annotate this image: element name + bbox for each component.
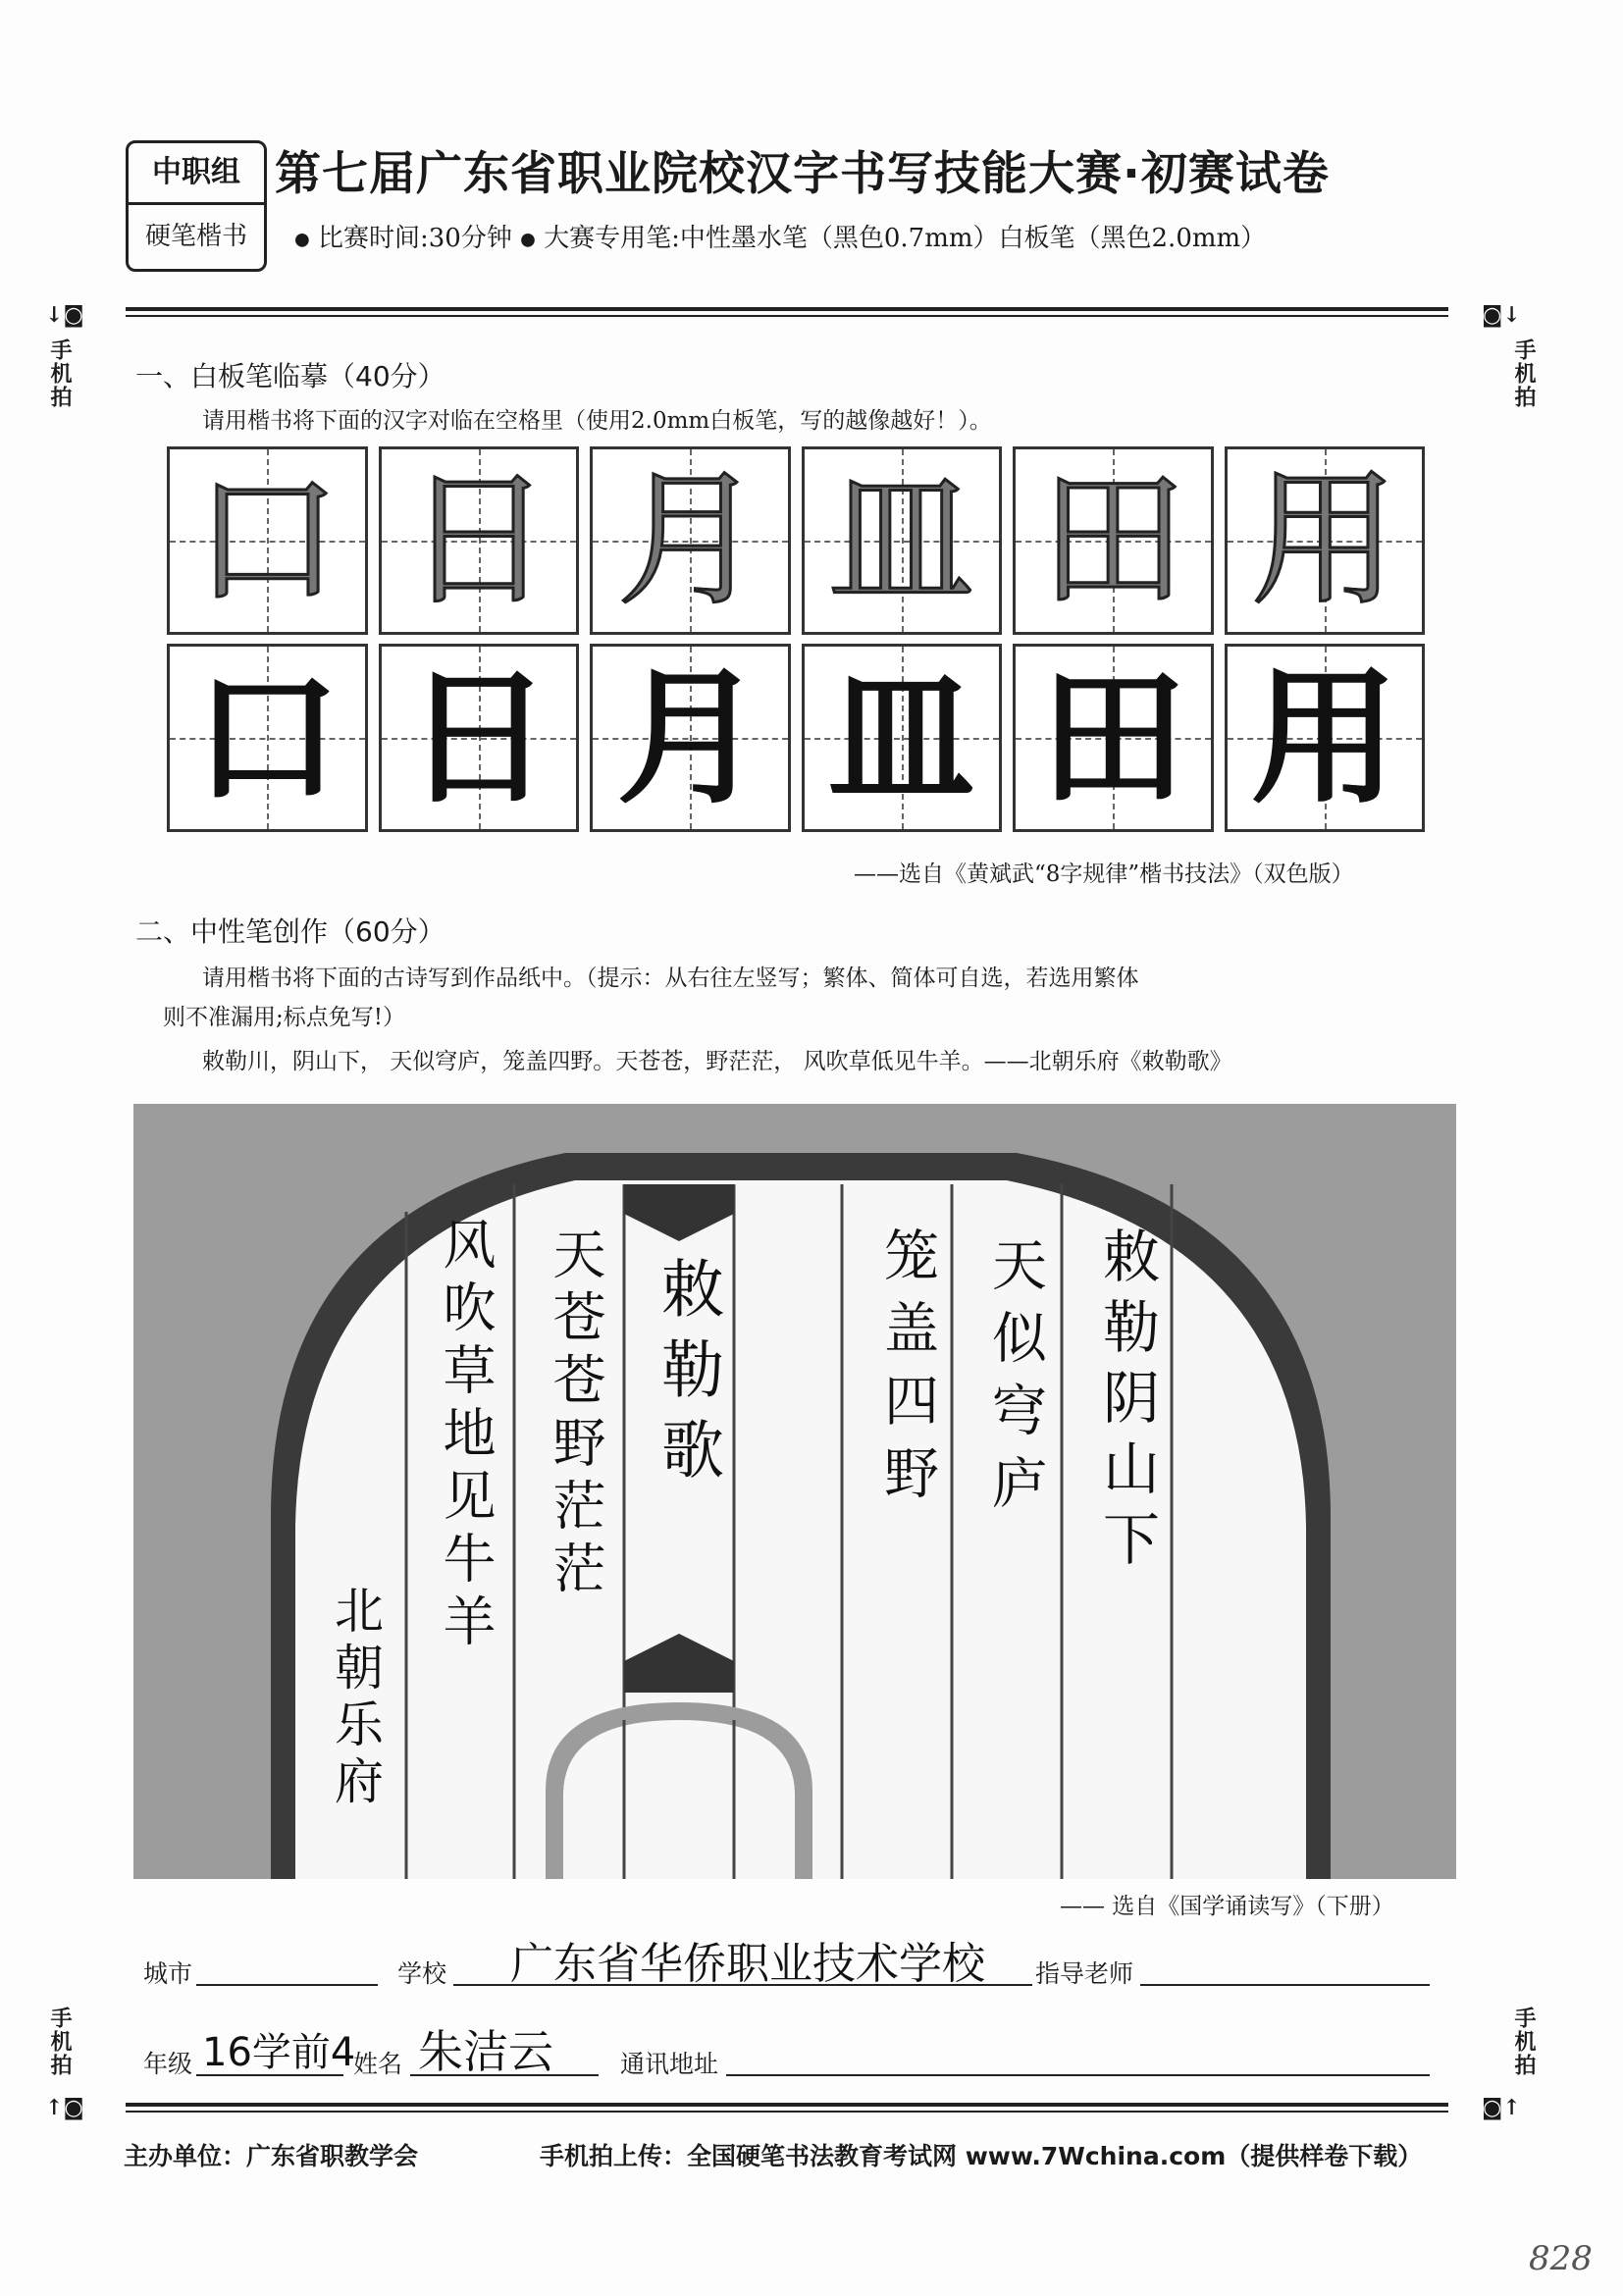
artwork-signature: 北朝乐府 <box>327 1585 384 1812</box>
grid-cell: 皿 <box>802 446 1003 635</box>
exam-pens: 大赛专用笔:中性墨水笔（黑色0.7mm）白板笔（黑色2.0mm） <box>544 224 1267 253</box>
camera-icon: ↑◙ <box>45 2095 84 2120</box>
camera-icon: ↓◙ <box>45 302 84 328</box>
exam-time: 比赛时间:30分钟 <box>317 224 512 253</box>
school-value: 广东省华侨职业技术学校 <box>510 1939 985 1989</box>
section2-heading: 二、中性笔创作（60分） <box>135 915 445 948</box>
name-label: 姓名 <box>353 2050 403 2078</box>
grid-cell: 田 <box>1013 644 1214 832</box>
teacher-field[interactable] <box>1140 1984 1430 1986</box>
grid-cell: 日 <box>379 644 580 832</box>
city-label: 城市 <box>143 1959 193 1988</box>
camera-icon: ◙↓ <box>1482 302 1521 328</box>
grid-cell: 用 <box>1225 644 1426 832</box>
exam-info <box>294 218 1266 254</box>
grid-cell: 月 <box>590 446 791 635</box>
grade-value: 16学前4 <box>202 2030 356 2075</box>
page-title: 第七届广东省职业院校汉字书写技能大赛·初赛试卷 <box>275 147 1330 201</box>
artwork-column: 天苍苍野茫茫 <box>545 1226 606 1603</box>
artwork-title: 敕勒歌 <box>651 1256 723 1497</box>
section1-instruction: 请用楷书将下面的汉字对临在空格里（使用2.0mm白板笔，写的越像越好！）。 <box>202 408 992 434</box>
poem-text: 敕勒川，阴山下， 天似穹庐，笼盖四野。天苍苍，野茫茫， 风吹草低见牛羊。——北朝乐府《敕勒歌》 <box>202 1049 1232 1074</box>
footer-organizer: 主办单位：广东省职教学会 <box>124 2142 419 2170</box>
address-label: 通讯地址 <box>620 2050 719 2078</box>
section1-source: ——选自《黄斌武“8字规律”楷书技法》（双色版） <box>854 861 1354 887</box>
footer-upload: 手机拍上传：全国硬笔书法教育考试网 www.7Wchina.com（提供样卷下载） <box>540 2142 1423 2170</box>
artwork-column: 敕勒阴山下 <box>1093 1226 1160 1580</box>
grid-cell: 田 <box>1013 446 1214 635</box>
copied-characters-row <box>167 644 1425 832</box>
name-value: 朱洁云 <box>418 2025 553 2078</box>
grid-cell: 口 <box>167 446 368 635</box>
top-divider <box>126 307 1448 317</box>
artwork-paper <box>133 1104 1456 1879</box>
grid-cell: 月 <box>590 644 791 832</box>
grid-cell: 用 <box>1225 446 1426 635</box>
side-label: 手机拍 <box>47 339 73 409</box>
model-characters-row <box>167 446 1425 635</box>
address-field[interactable] <box>726 2074 1430 2076</box>
grid-cell: 口 <box>167 644 368 832</box>
section2-instruction-cont: 则不准漏用;标点免写!） <box>163 1005 405 1030</box>
teacher-label: 指导老师 <box>1035 1959 1134 1988</box>
artwork-column: 天似穹庐 <box>983 1236 1047 1527</box>
section1-heading: 一、白板笔临摹（40分） <box>135 360 445 392</box>
badge-category: 硬笔楷书 <box>144 222 247 251</box>
school-label: 学校 <box>397 1959 447 1988</box>
grid-cell: 日 <box>379 446 580 635</box>
bullet-icon: ● <box>294 229 310 250</box>
side-label: 手机拍 <box>1511 339 1537 409</box>
bottom-divider <box>126 2103 1448 2113</box>
grade-label: 年级 <box>143 2050 193 2078</box>
section2-source: —— 选自《国学诵读写》（下册） <box>1060 1894 1394 1919</box>
group-badge <box>126 140 267 272</box>
badge-group: 中职组 <box>129 143 264 205</box>
page-mark: 828 <box>1529 2239 1593 2278</box>
section2-instruction: 请用楷书将下面的古诗写到作品纸中。（提示：从右往左竖写；繁体、简体可自选，若选用繁体 <box>202 965 1139 991</box>
side-label: 手机拍 <box>1511 2007 1537 2077</box>
camera-icon: ◙↑ <box>1482 2095 1521 2120</box>
grid-cell: 皿 <box>802 644 1003 832</box>
city-field[interactable] <box>196 1984 378 1986</box>
artwork-column: 笼盖四野 <box>875 1226 939 1517</box>
side-label: 手机拍 <box>47 2007 73 2077</box>
bullet-icon: ● <box>520 229 536 250</box>
artwork-column: 风吹草地见牛羊 <box>435 1217 497 1656</box>
